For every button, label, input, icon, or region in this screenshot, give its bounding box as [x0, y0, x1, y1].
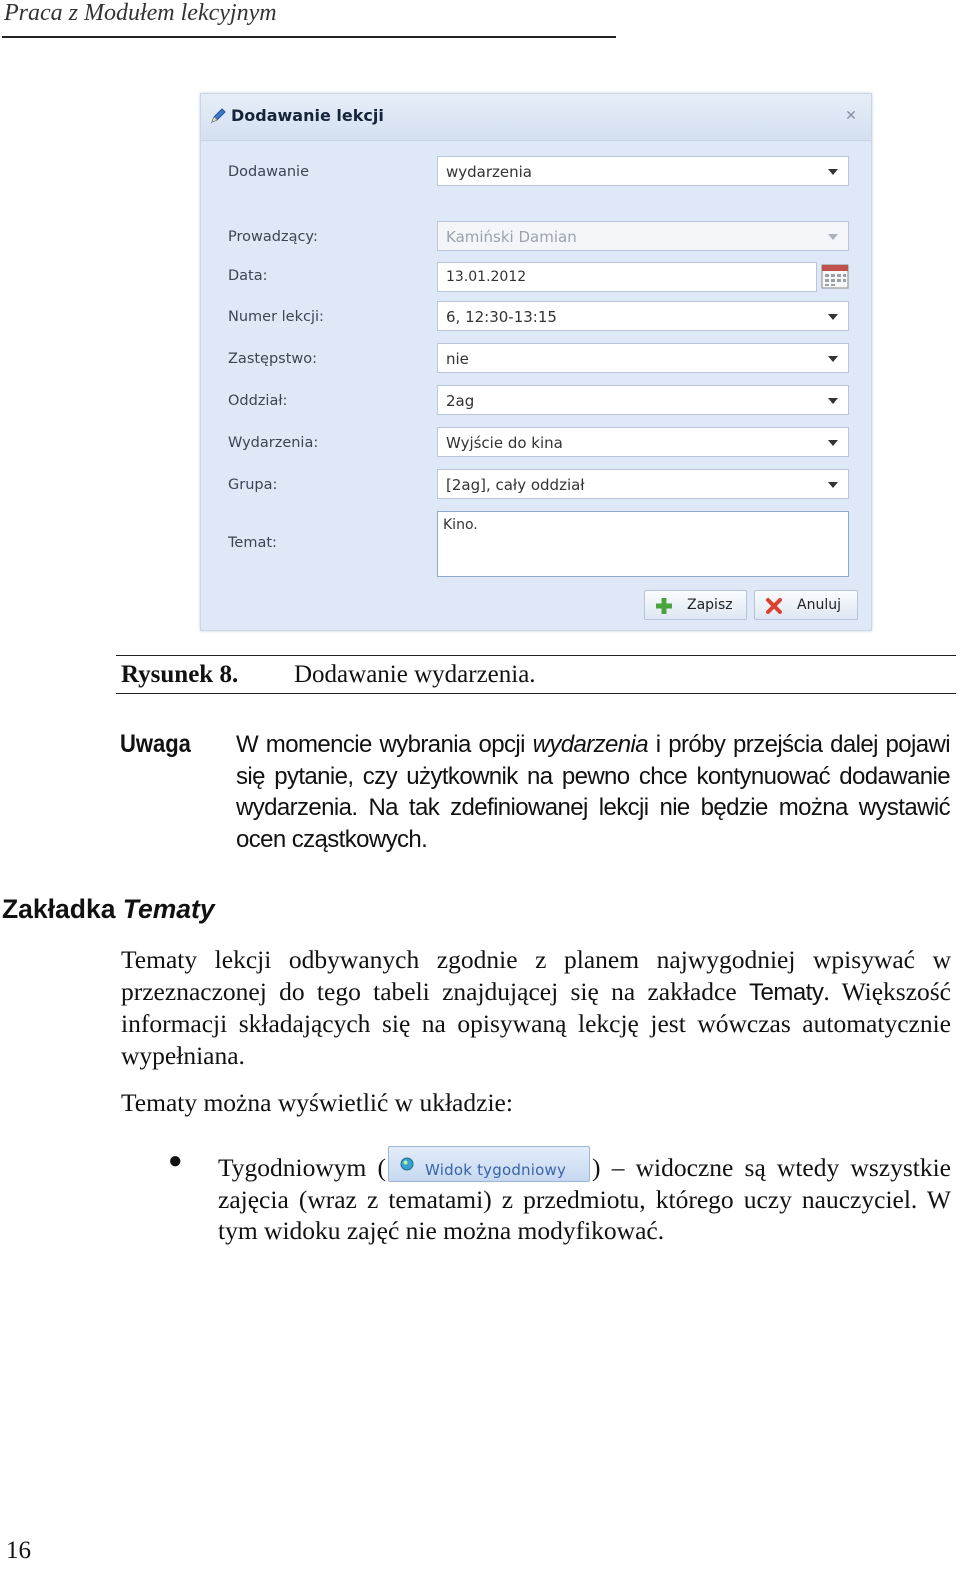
weekly-view-button[interactable] [388, 1146, 590, 1182]
zastepstwo-value: nie [446, 350, 469, 368]
dialog-titlebar [201, 94, 871, 141]
save-button[interactable] [644, 590, 747, 620]
section-heading-prefix: Zakładka [2, 894, 123, 924]
page-number: 16 [6, 1537, 31, 1564]
field-label-dodawanie: Dodawanie [228, 164, 310, 180]
field-label-zastepstwo: Zastępstwo: [228, 351, 318, 367]
field-label-temat: Temat: [228, 535, 277, 551]
field-label-oddzial: Oddział: [228, 393, 288, 409]
prowadzacy-value: Kamiński Damian [446, 228, 577, 246]
section-heading-emphasis: Tematy [122, 894, 215, 924]
wydarzenia-select[interactable] [437, 427, 849, 457]
para1-before: Tematy lekcji odbywanych zgodnie z planem najwygodniej wpisywać w przeznaczonej do tego tabeli znajdującej się na zakładce [121, 945, 951, 1006]
note-text-after: i próby przejścia dalej pojawi się pytanie, czy użytkownik na pewno chce kontynuować dodawanie wydarzenia. Na tak zdefiniowanej lekcji nie będzie można wystawić ocen cząstkowych. [236, 731, 950, 853]
caption-rule-bottom [116, 693, 956, 694]
oddzial-select[interactable] [437, 385, 849, 415]
numer-lekcji-select[interactable] [437, 301, 849, 331]
header-rule [2, 36, 616, 38]
numer-lekcji-value: 6, 12:30-13:15 [446, 308, 557, 326]
field-label-wydarzenia: Wydarzenia: [228, 435, 319, 451]
field-label-numer-lekcji: Numer lekcji: [228, 309, 324, 325]
dodawanie-select[interactable] [437, 156, 849, 186]
zastepstwo-select[interactable] [437, 343, 849, 373]
chevron-down-icon [828, 356, 838, 362]
figure-caption: Dodawanie wydarzenia. [294, 661, 536, 688]
prowadzacy-select [437, 221, 849, 251]
dialog-title: Dodawanie lekcji [231, 106, 384, 125]
chevron-down-icon [828, 314, 838, 320]
note-label: Uwaga [120, 730, 191, 758]
chevron-down-icon [828, 169, 838, 175]
wydarzenia-value: Wyjście do kina [446, 434, 563, 452]
close-icon[interactable]: ✕ [845, 108, 857, 124]
grupa-select[interactable] [437, 469, 849, 499]
paragraph-1 [121, 944, 951, 1071]
note-body [236, 729, 950, 855]
weekly-view-label: Widok tygodniowy [425, 1161, 567, 1179]
save-label: Zapisz [687, 597, 733, 613]
date-value: 13.01.2012 [446, 269, 527, 285]
running-header: Praca z Modułem lekcyjnym [4, 0, 277, 26]
plus-icon [655, 597, 673, 615]
add-lesson-dialog [200, 93, 872, 631]
note-text-before: W momencie wybrania opcji [236, 731, 533, 758]
field-label-grupa: Grupa: [228, 477, 278, 493]
bullet-before: Tygodniowym ( [218, 1153, 387, 1182]
bullet-item [218, 1146, 951, 1247]
chevron-down-icon [828, 398, 838, 404]
figure-label: Rysunek 8. [121, 661, 239, 688]
temat-value: Kino. [443, 517, 478, 533]
pencil-icon [209, 107, 227, 125]
bullet-after: ) – widoczne są wtedy wszystkie zajęcia (wraz z tematami) z przedmiotu, którego uczy nauczyciel. W tym widoku zajęć nie można modyfikować. [218, 1153, 951, 1245]
chevron-down-icon [828, 482, 838, 488]
cancel-button[interactable] [754, 590, 858, 620]
cancel-label: Anuluj [797, 597, 841, 613]
cross-icon [765, 597, 783, 615]
field-label-prowadzacy: Prowadzący: [228, 229, 318, 245]
dodawanie-value: wydarzenia [446, 163, 532, 181]
globe-icon [400, 1157, 414, 1171]
note-emphasis: wydarzenia [532, 731, 648, 758]
section-heading [2, 894, 215, 925]
grupa-value: [2ag], cały oddział [446, 476, 585, 494]
temat-textarea[interactable] [437, 511, 849, 577]
chevron-down-icon [828, 234, 838, 240]
date-input[interactable] [437, 262, 817, 292]
bullet-dot: ● [168, 1148, 183, 1174]
para1-after: . Większość informacji składających się na opisywaną lekcję jest wówczas automatycznie wypełniana. [121, 976, 951, 1070]
chevron-down-icon [828, 440, 838, 446]
para1-tab-name: Tematy [748, 978, 824, 1006]
field-label-data: Data: [228, 268, 268, 284]
oddzial-value: 2ag [446, 392, 475, 410]
calendar-icon[interactable] [821, 263, 849, 289]
paragraph-2: Tematy można wyświetlić w układzie: [121, 1088, 513, 1117]
caption-rule-top [116, 655, 956, 656]
